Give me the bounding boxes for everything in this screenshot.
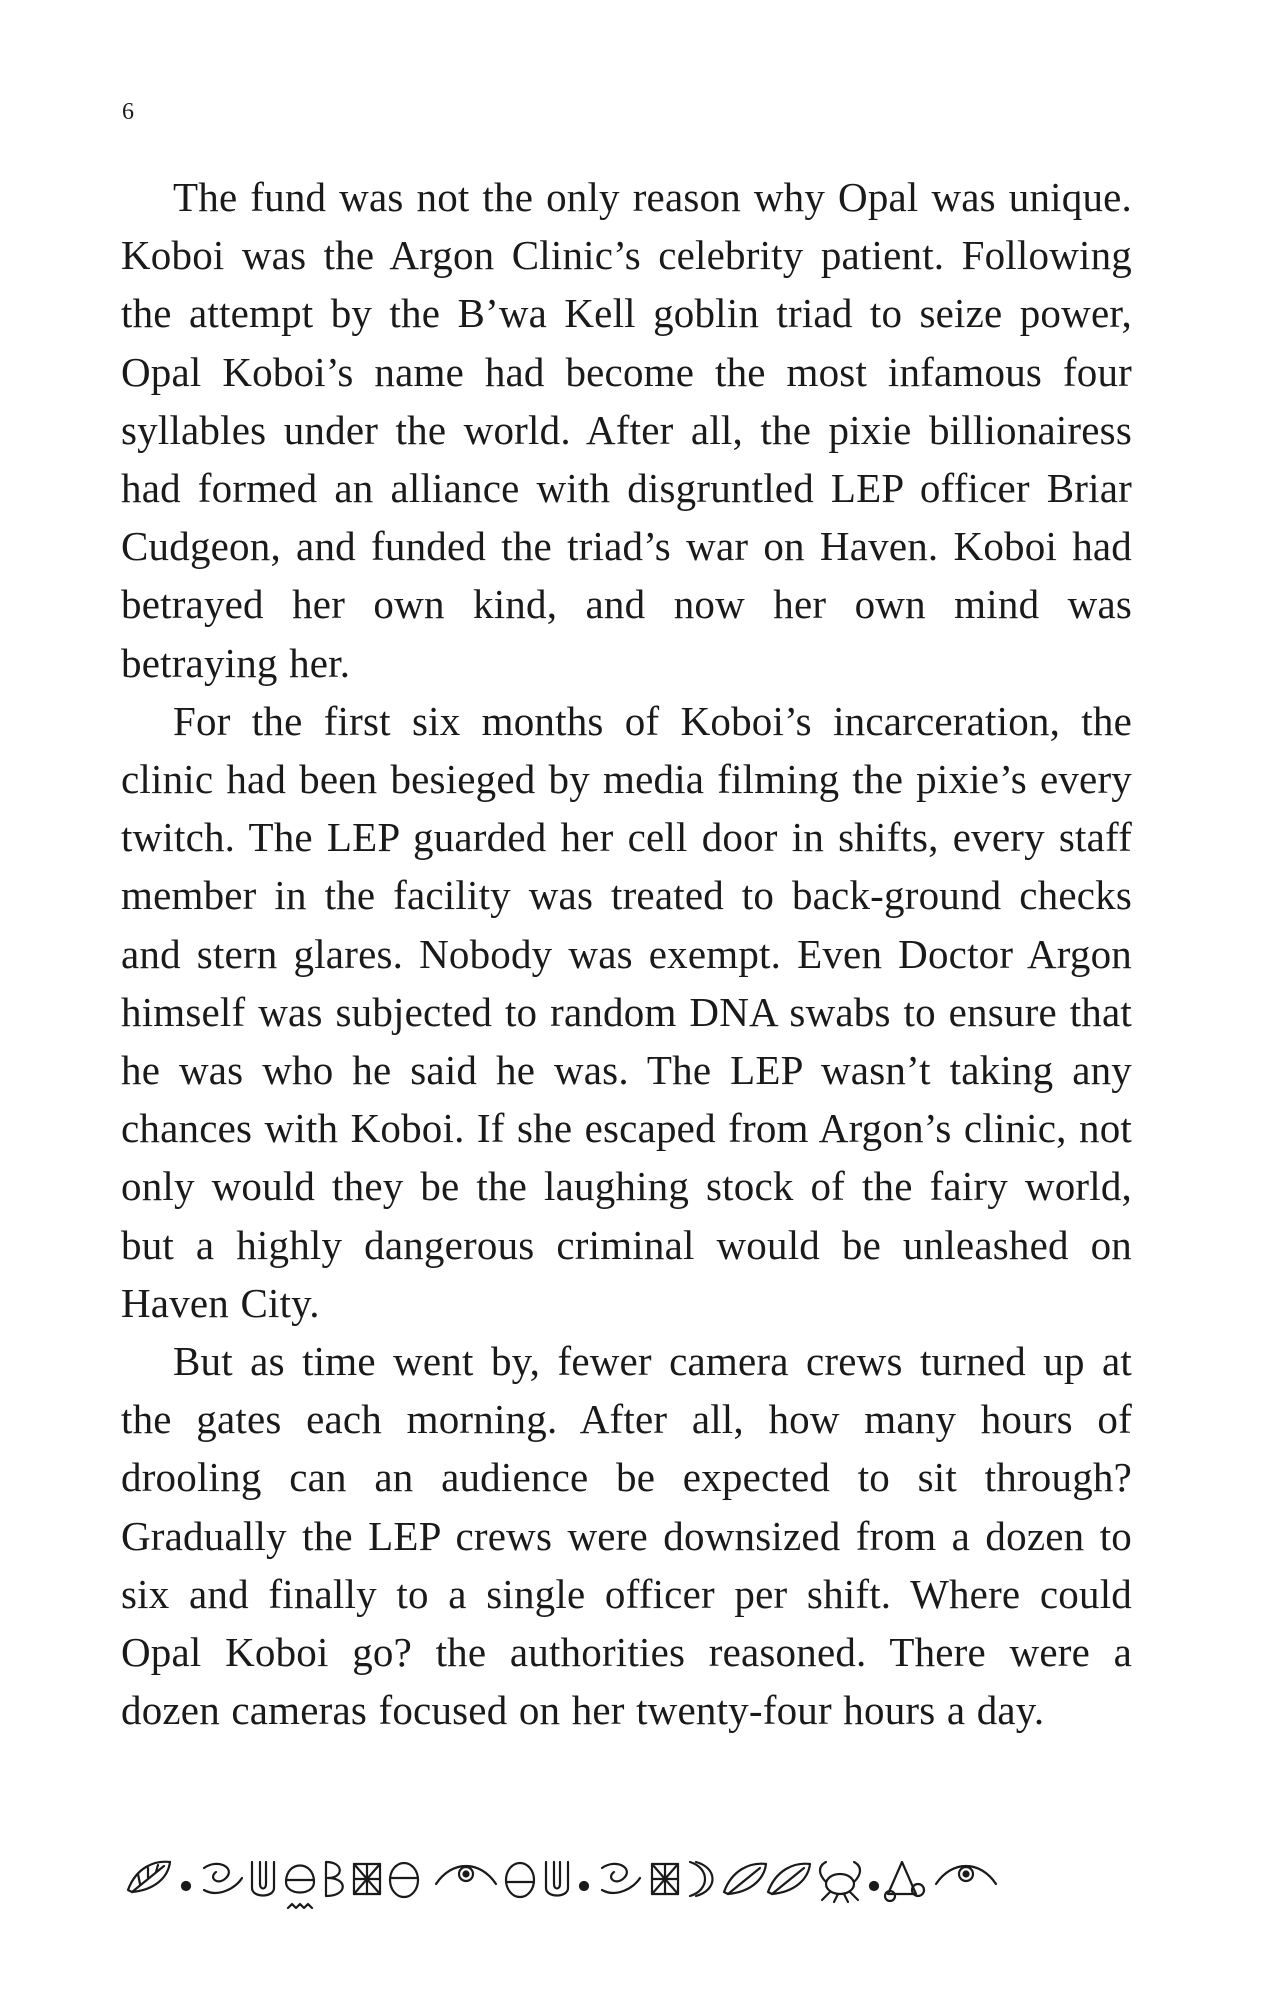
page-number: 6 — [122, 99, 134, 125]
leaf-glyph-icon — [724, 1864, 766, 1894]
paragraph-3: But as time went by, fewer camera crews turned up at the gates each morning. After all, how many hours of drooling can an audience be expected to sit through? Gradually the LEP crews were downsized from a dozen to six and finally to a single officer per shift. Where could Opal Koboi go? the authorities reasoned. There were a dozen cameras focused on her twenty-four hours a day. — [121, 1338, 1132, 1734]
crab-glyph-icon — [820, 1862, 860, 1902]
leaf-glyph-icon — [768, 1864, 810, 1894]
swirl-glyph-icon — [204, 1864, 242, 1893]
scroll-glyph-icon — [326, 1862, 343, 1896]
star-box-glyph-icon — [354, 1864, 380, 1894]
theta-glyph-icon — [390, 1863, 418, 1897]
eye-glyph-icon — [436, 1866, 496, 1884]
leaf-glyph-icon — [128, 1862, 170, 1892]
dot-icon — [870, 1882, 878, 1890]
crescent-glyph-icon — [690, 1862, 713, 1896]
acorn-glyph-icon — [286, 1866, 314, 1909]
theta-glyph-icon — [506, 1863, 534, 1897]
dot-icon — [580, 1882, 588, 1890]
body-text — [121, 168, 1132, 1739]
gnommish-glyph-row — [118, 1838, 1148, 1918]
paragraph-2: For the first six months of Koboi’s incarceration, the clinic had been besieged by media filming the pixie’s every twitch. The LEP guarded her cell door in shifts, every staff member in the facility was treated to back-ground checks and stern glares. Nobody was exempt. Even Doctor Argon himself was subjected to random DNA swabs to ensure that he was who he said he was. The LEP wasn’t taking any chances with Koboi. If she escaped from Argon’s clinic, not only would they be the laughing stock of the fairy world, but a highly dangerous criminal would be unleashed on Haven City. — [121, 697, 1132, 1326]
paragraph-1: The fund was not the only reason why Opal was unique. Koboi was the Argon Clinic’s celebrity patient. Following the attempt by the B’wa Kell goblin triad to seize power, Opal Koboi’s name had become the most infamous four syllables under the world. After all, the pixie billionairess had formed an alliance with disgruntled LEP officer Briar Cudgeon, and funded the triad’s war on Haven. Koboi had betrayed her own kind, and now her own mind was betraying her. — [121, 174, 1132, 686]
eye-glyph-icon — [936, 1866, 996, 1884]
swirl-glyph-icon — [602, 1864, 640, 1893]
star-box-glyph-icon — [652, 1864, 678, 1894]
cup-glyph-icon — [546, 1862, 568, 1896]
dot-icon — [182, 1882, 190, 1890]
bell-glyph-icon — [885, 1862, 924, 1901]
cup-glyph-icon — [252, 1862, 274, 1896]
